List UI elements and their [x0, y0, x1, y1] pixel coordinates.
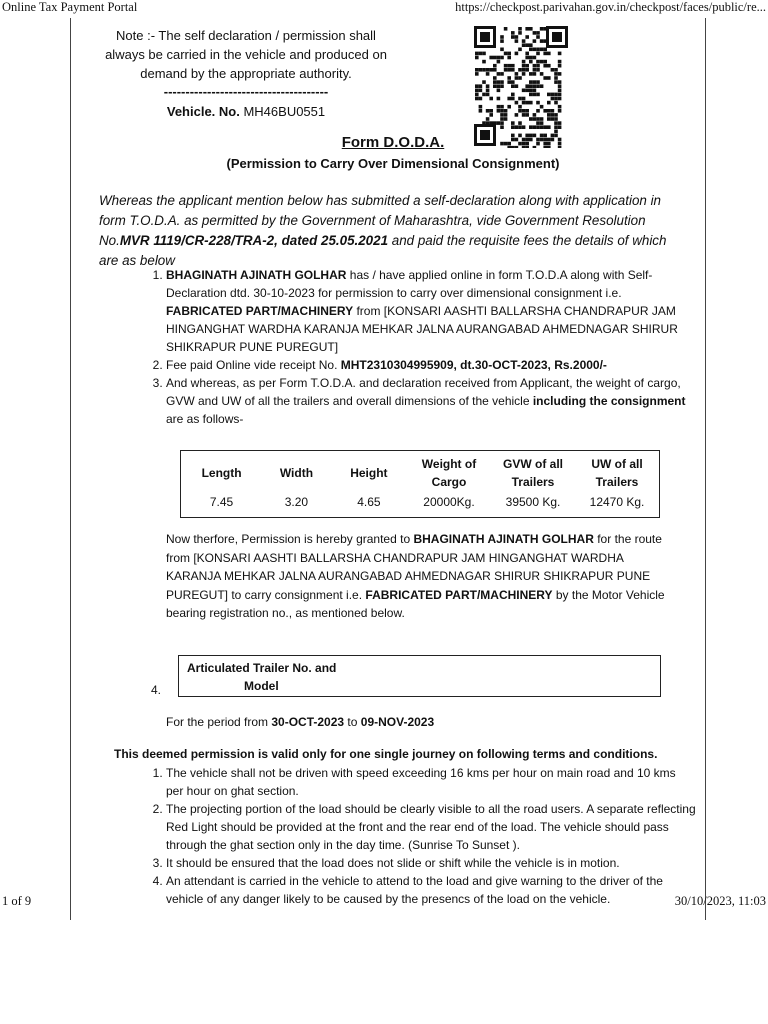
page-counter: 1 of 9 — [2, 894, 32, 908]
form-title: Form D.O.D.A. — [341, 134, 445, 151]
cell-uw: 12470 Kg. — [589, 495, 645, 509]
dimensions-bold: including the consignment — [532, 394, 686, 408]
intro-text-2: and paid the requisite fees the details of which are as below — [99, 233, 667, 268]
col-header-uw: UW of all Trailers — [591, 457, 643, 489]
validity-heading: This deemed permission is valid only for one single journey on following terms and conditions. — [114, 747, 658, 761]
vehicle-number — [96, 104, 396, 119]
page-url[interactable]: https://checkpost.parivahan.gov.in/checkpost/faces/public/re... — [455, 0, 766, 14]
col-header-gvw: GVW of all Trailers — [503, 457, 563, 489]
vehicle-value: MH46BU0551 — [243, 104, 326, 119]
list-item: 1. The vehicle shall not be driven with speed exceeding 16 kms per hour on main road and 10 kms per hour on ghat section. — [166, 764, 696, 800]
list-item: 2. The projecting portion of the load should be clearly visible to all the road users. A separate reflecting Red Light should be provided at the front and the rear end of the load. The vehicle should pass through the ghat section only in the day time. (Sunrise To Sunset ). — [166, 800, 696, 854]
cell-height: 4.65 — [357, 495, 381, 509]
applicant-name: BHAGINATH AJINATH GOLHAR — [166, 268, 347, 282]
print-datetime: 30/10/2023, 11:03 — [674, 894, 766, 908]
list-item: 4. An attendant is carried in the vehicle to attend to the load and give warning to the driver of the vehicle of any danger likely to be caused by the presencs of the load on the vehicle. — [166, 872, 696, 908]
permission-text-1: Now therfore, Permission is hereby granted to — [166, 532, 414, 546]
list-item-application — [166, 266, 696, 356]
permission-applicant: BHAGINATH AJINATH GOLHAR — [413, 532, 594, 546]
col-header-length: Length — [201, 466, 242, 480]
permission-text-3: by the Motor Vehicle bearing registration no., as mentioned below. — [166, 587, 665, 620]
col-header-height: Height — [350, 466, 388, 480]
cell-gvw: 39500 Kg. — [505, 495, 561, 509]
period-from: 30-OCT-2023 — [271, 715, 345, 729]
route-text: from [KONSARI AASHTI BALLARSHA CHANDRAPUR JAM HINGANGHAT WARDHA KARANJA MEHKAR JALNA AURANGABAD AHMEDNAGAR SHIRUR SHIKRAPUR PUNE PUREGUT] — [166, 304, 678, 354]
intro-paragraph — [99, 191, 679, 271]
item-number-4: 4. — [151, 683, 162, 697]
application-text: has / have applied online in form T.O.D.A along with Self-Declaration dtd. 30-10-2023 for permission to carry over dimensional consignment i.e. — [166, 268, 653, 300]
permission-text-2: for the route from [KONSARI AASHTI BALLARSHA CHANDRAPUR JAM HINGANGHAT WARDHA KARANJA MEHKAR JALNA AURANGABAD AHMEDNAGAR SHIRUR SHIKRAPUR PUNE PUREGUT] to carry consignment i.e. — [166, 532, 662, 602]
intro-text-1: Whereas the applicant mention below has submitted a self-declaration along with application in form T.O.D.A. as permitted by the Government of Maharashtra, vide Government Resolution No. — [99, 193, 661, 248]
permission-period — [166, 715, 434, 729]
dimensions-text: And whereas, as per Form T.O.D.A. and declaration received from Applicant, the weight of cargo, GVW and UW of all the trailers and overall dimensions of the vehicle — [166, 376, 681, 408]
trailer-table — [178, 655, 661, 697]
tab-title: Online Tax Payment Portal — [2, 0, 138, 14]
trailer-label-line1: Articulated Trailer No. and — [187, 661, 337, 675]
col-header-width: Width — [279, 466, 314, 480]
period-prefix: For the period from — [166, 715, 272, 729]
form-subtitle: (Permission to Carry Over Dimensional Consignment) — [226, 156, 560, 171]
self-declaration-note: Note :- The self declaration / permission shall always be carried in the vehicle and produced on demand by the appropriate authority. — [105, 28, 387, 81]
period-mid: to — [344, 715, 361, 729]
terms-list — [148, 764, 696, 908]
qr-code-icon — [472, 24, 570, 148]
note-divider: -------------------------------------- — [163, 84, 329, 99]
cell-width: 3.20 — [284, 495, 309, 509]
table-row — [181, 491, 659, 512]
col-header-weight: Weight of Cargo — [421, 457, 477, 489]
fee-receipt: MHT2310304995909, dt.30-OCT-2023, Rs.2000/- — [340, 358, 607, 372]
consignment-name: FABRICATED PART/MACHINERY — [166, 304, 354, 318]
permission-consignment: FABRICATED PART/MACHINERY — [365, 587, 553, 602]
list-item-dimensions — [166, 374, 696, 428]
list-item-fee — [166, 356, 696, 374]
cell-length: 7.45 — [209, 495, 234, 509]
fee-text: Fee paid Online vide receipt No. — [166, 358, 341, 372]
dimensions-text-end: are as follows- — [166, 412, 244, 426]
resolution-reference: MVR 1119/CR-228/TRA-2, dated 25.05.2021 — [119, 233, 389, 248]
application-details-list — [148, 266, 696, 428]
trailer-label-line2: Model — [244, 679, 279, 693]
permission-paragraph — [166, 530, 676, 623]
period-to: 09-NOV-2023 — [360, 715, 435, 729]
vehicle-label: Vehicle. No. — [166, 104, 240, 119]
dimensions-table — [180, 450, 660, 518]
browser-print-header — [0, 0, 768, 16]
list-item: 3. It should be ensured that the load does not slide or shift while the vehicle is in motion. — [166, 854, 696, 872]
cell-weight: 20000Kg. — [423, 495, 475, 509]
